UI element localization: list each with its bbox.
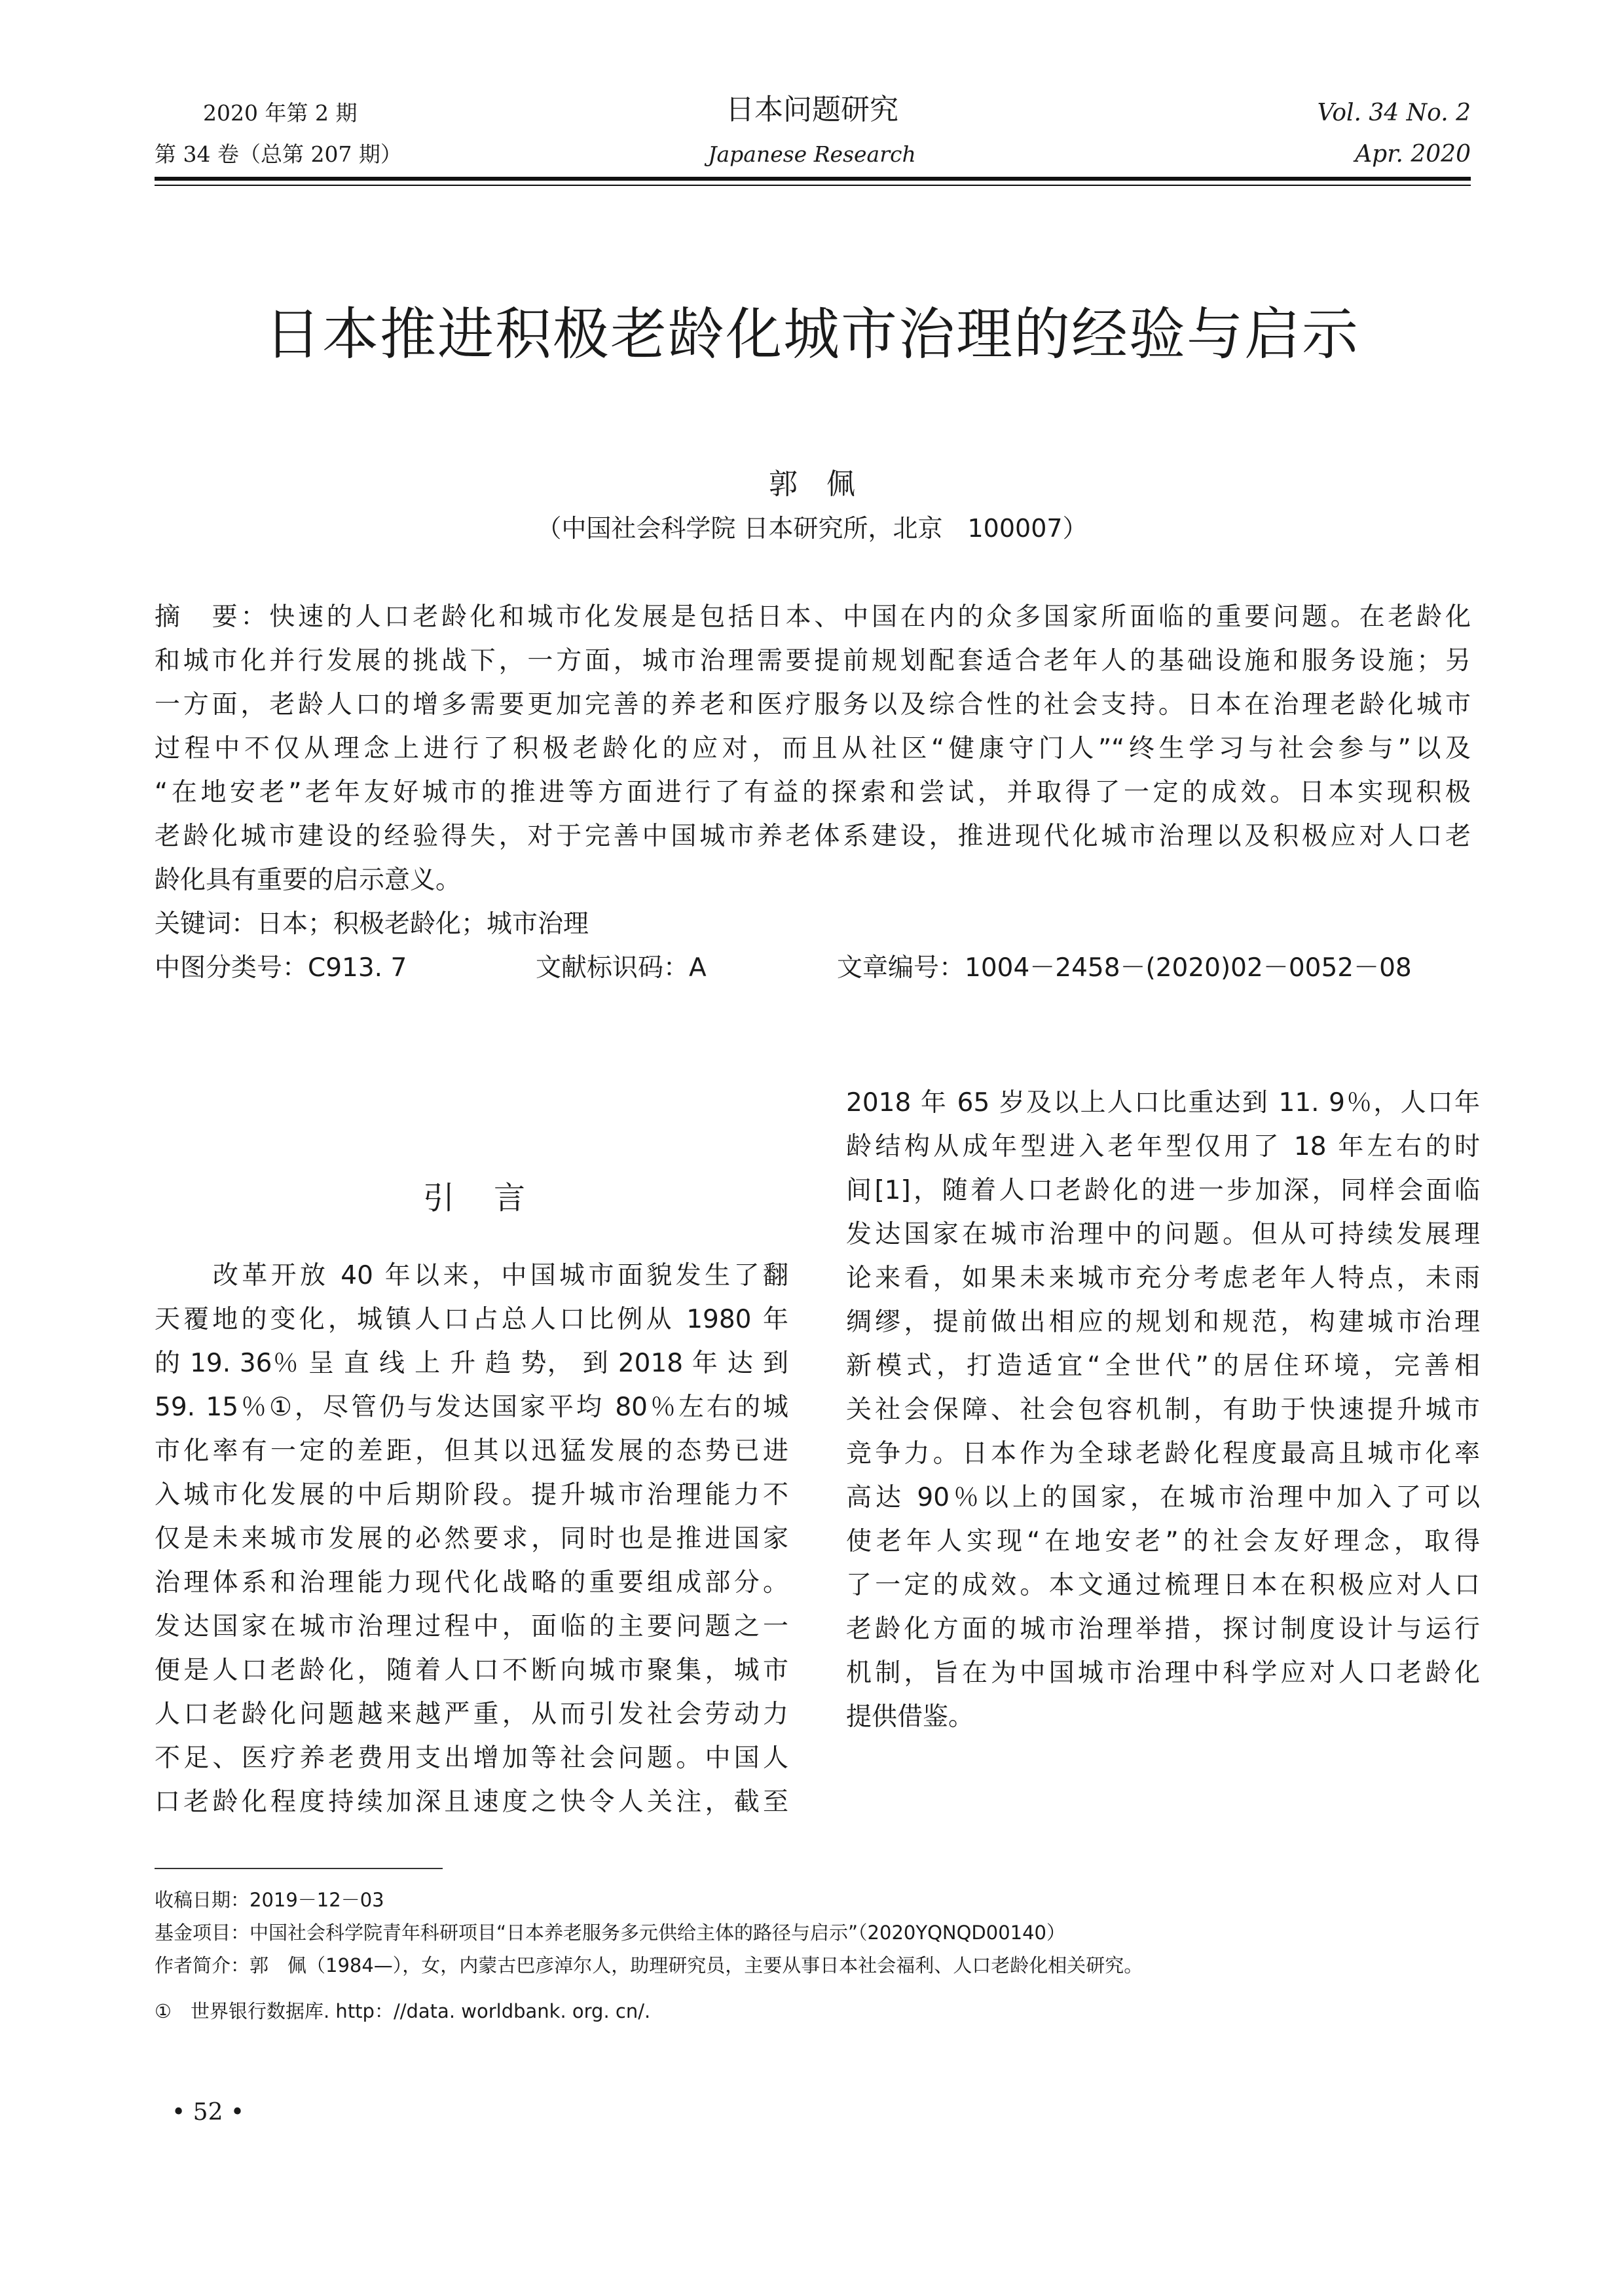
document-code: 文献标识码：A [536,953,707,983]
article-title: 日本推进积极老龄化城市治理的经验与启示 [265,302,1359,367]
body-line: 口老龄化程度持续加深且速度之快令人关注，截至 [155,1787,788,1817]
volume-label: 第 34 卷（总第 207 期） [155,141,402,167]
article-number: 文章编号：1004－2458－(2020)02－0052－08 [837,953,1412,983]
body-line: 市化率有一定的差距，但其以迅猛发展的态势已进 [155,1436,788,1466]
keywords: 关键词：日本；积极老龄化；城市治理 [155,909,589,939]
body-line: 改革开放 40 年以来，中国城市面貌发生了翻 [155,1261,788,1290]
body-line: 间[1]，随着人口老龄化的进一步加深，同样会面临 [846,1176,1480,1205]
issue-label: 2020 年第 2 期 [203,100,358,126]
body-line: 关社会保障、社会包容机制，有助于快速提升城市 [846,1395,1480,1425]
body-line: 高达 90％以上的国家，在城市治理中加入了可以 [846,1483,1480,1512]
author-bio: 作者简介：郭 佩（1984—），女，内蒙古巴彦淖尔人，助理研究员，主要从事日本社会福利、人口老龄化相关研究。 [155,1954,1143,1977]
body-line: 论来看，如果未来城市充分考虑老年人特点，未雨 [846,1264,1480,1293]
body-line: 老龄化方面的城市治理举措，探讨制度设计与运行 [846,1614,1480,1644]
body-line: 机制，旨在为中国城市治理中科学应对人口老龄化 [846,1658,1480,1688]
body-line: 便是人口老龄化，随着人口不断向城市聚集，城市 [155,1656,788,1685]
fund-project: 基金项目：中国社会科学院青年科研项目“日本养老服务多元供给主体的路径与启示”（2020YQNQD00140） [155,1922,1065,1944]
journal-title-en: Japanese Research [708,141,916,167]
abstract-line: 摘 要：快速的人口老龄化和城市化发展是包括日本、中国在内的众多国家所面临的重要问题。在老龄化 [155,602,1471,632]
body-line: 不足、医疗养老费用支出增加等社会问题。中国人 [155,1743,788,1773]
body-line: 绸缪，提前做出相应的规划和规范，构建城市治理 [846,1307,1480,1337]
body-line: 提供借鉴。 [846,1702,974,1732]
body-line: 使老年人实现“在地安老”的社会友好理念，取得 [846,1527,1480,1556]
author-name: 郭 佩 [769,467,855,501]
header-rule-thick [155,177,1471,181]
abstract-line: 一方面，老龄人口的增多需要更加完善的养老和医疗服务以及综合性的社会支持。日本在治理老龄化城市 [155,690,1471,720]
body-line: 2018 年 65 岁及以上人口比重达到 11. 9％，人口年 [846,1088,1480,1118]
clc-number: 中图分类号：C913. 7 [155,953,407,983]
body-line: 了一定的成效。本文通过梳理日本在积极应对人口 [846,1571,1480,1600]
abstract-line: 老龄化城市建设的经验得失，对于完善中国城市养老体系建设，推进现代化城市治理以及积极应对人口老 [155,822,1471,851]
abstract-line: 过程中不仅从理念上进行了积极老龄化的应对，而且从社区“健康守门人”“终生学习与社会参与”以及 [155,734,1471,763]
abstract-line: 龄化具有重要的启示意义。 [155,866,462,895]
received-date: 收稿日期：2019－12－03 [155,1889,384,1911]
footnote-rule [155,1868,443,1869]
body-line: 的 19. 36％ 呈 直 线 上 升 趋 势， 到 2018 年 达 到 [155,1349,788,1378]
body-line: 新模式，打造适宜“全世代”的居住环境，完善相 [846,1351,1480,1381]
body-line: 仅是未来城市发展的必然要求，同时也是推进国家 [155,1524,788,1554]
body-line: 发达国家在城市治理中的问题。但从可持续发展理 [846,1220,1480,1249]
body-line: 59. 15％①，尽管仍与发达国家平均 80％左右的城 [155,1393,788,1422]
body-line: 竞争力。日本作为全球老龄化程度最高且城市化率 [846,1439,1480,1468]
date-label: Apr. 2020 [1355,141,1471,168]
footnote-1: ① 世界银行数据库. http：//data. worldbank. org. cn/. [155,2000,651,2022]
abstract-line: “在地安老”老年友好城市的推进等方面进行了有益的探索和尝试，并取得了一定的成效。日本实现积极 [155,778,1471,807]
body-line: 龄结构从成年型进入老年型仅用了 18 年左右的时 [846,1132,1480,1161]
body-line: 天覆地的变化，城镇人口占总人口比例从 1980 年 [155,1305,788,1334]
vol-no-label: Vol. 34 No. 2 [1317,100,1471,126]
body-line: 入城市化发展的中后期阶段。提升城市治理能力不 [155,1480,788,1510]
body-line: 发达国家在城市治理过程中，面临的主要问题之一 [155,1612,788,1641]
body-line: 治理体系和治理能力现代化战略的重要组成部分。 [155,1568,788,1597]
author-affiliation: （中国社会科学院 日本研究所，北京 100007） [536,514,1088,543]
abstract-line: 和城市化并行发展的挑战下，一方面，城市治理需要提前规划配套适合老年人的基础设施和服务设施；另 [155,646,1471,676]
journal-title-cn: 日本问题研究 [726,93,898,126]
body-line: 人口老龄化问题越来越严重，从而引发社会劳动力 [155,1700,788,1729]
header-rule-thin [155,185,1471,186]
section-heading: 引言 [423,1180,565,1216]
page-number: • 52 • [172,2099,245,2126]
